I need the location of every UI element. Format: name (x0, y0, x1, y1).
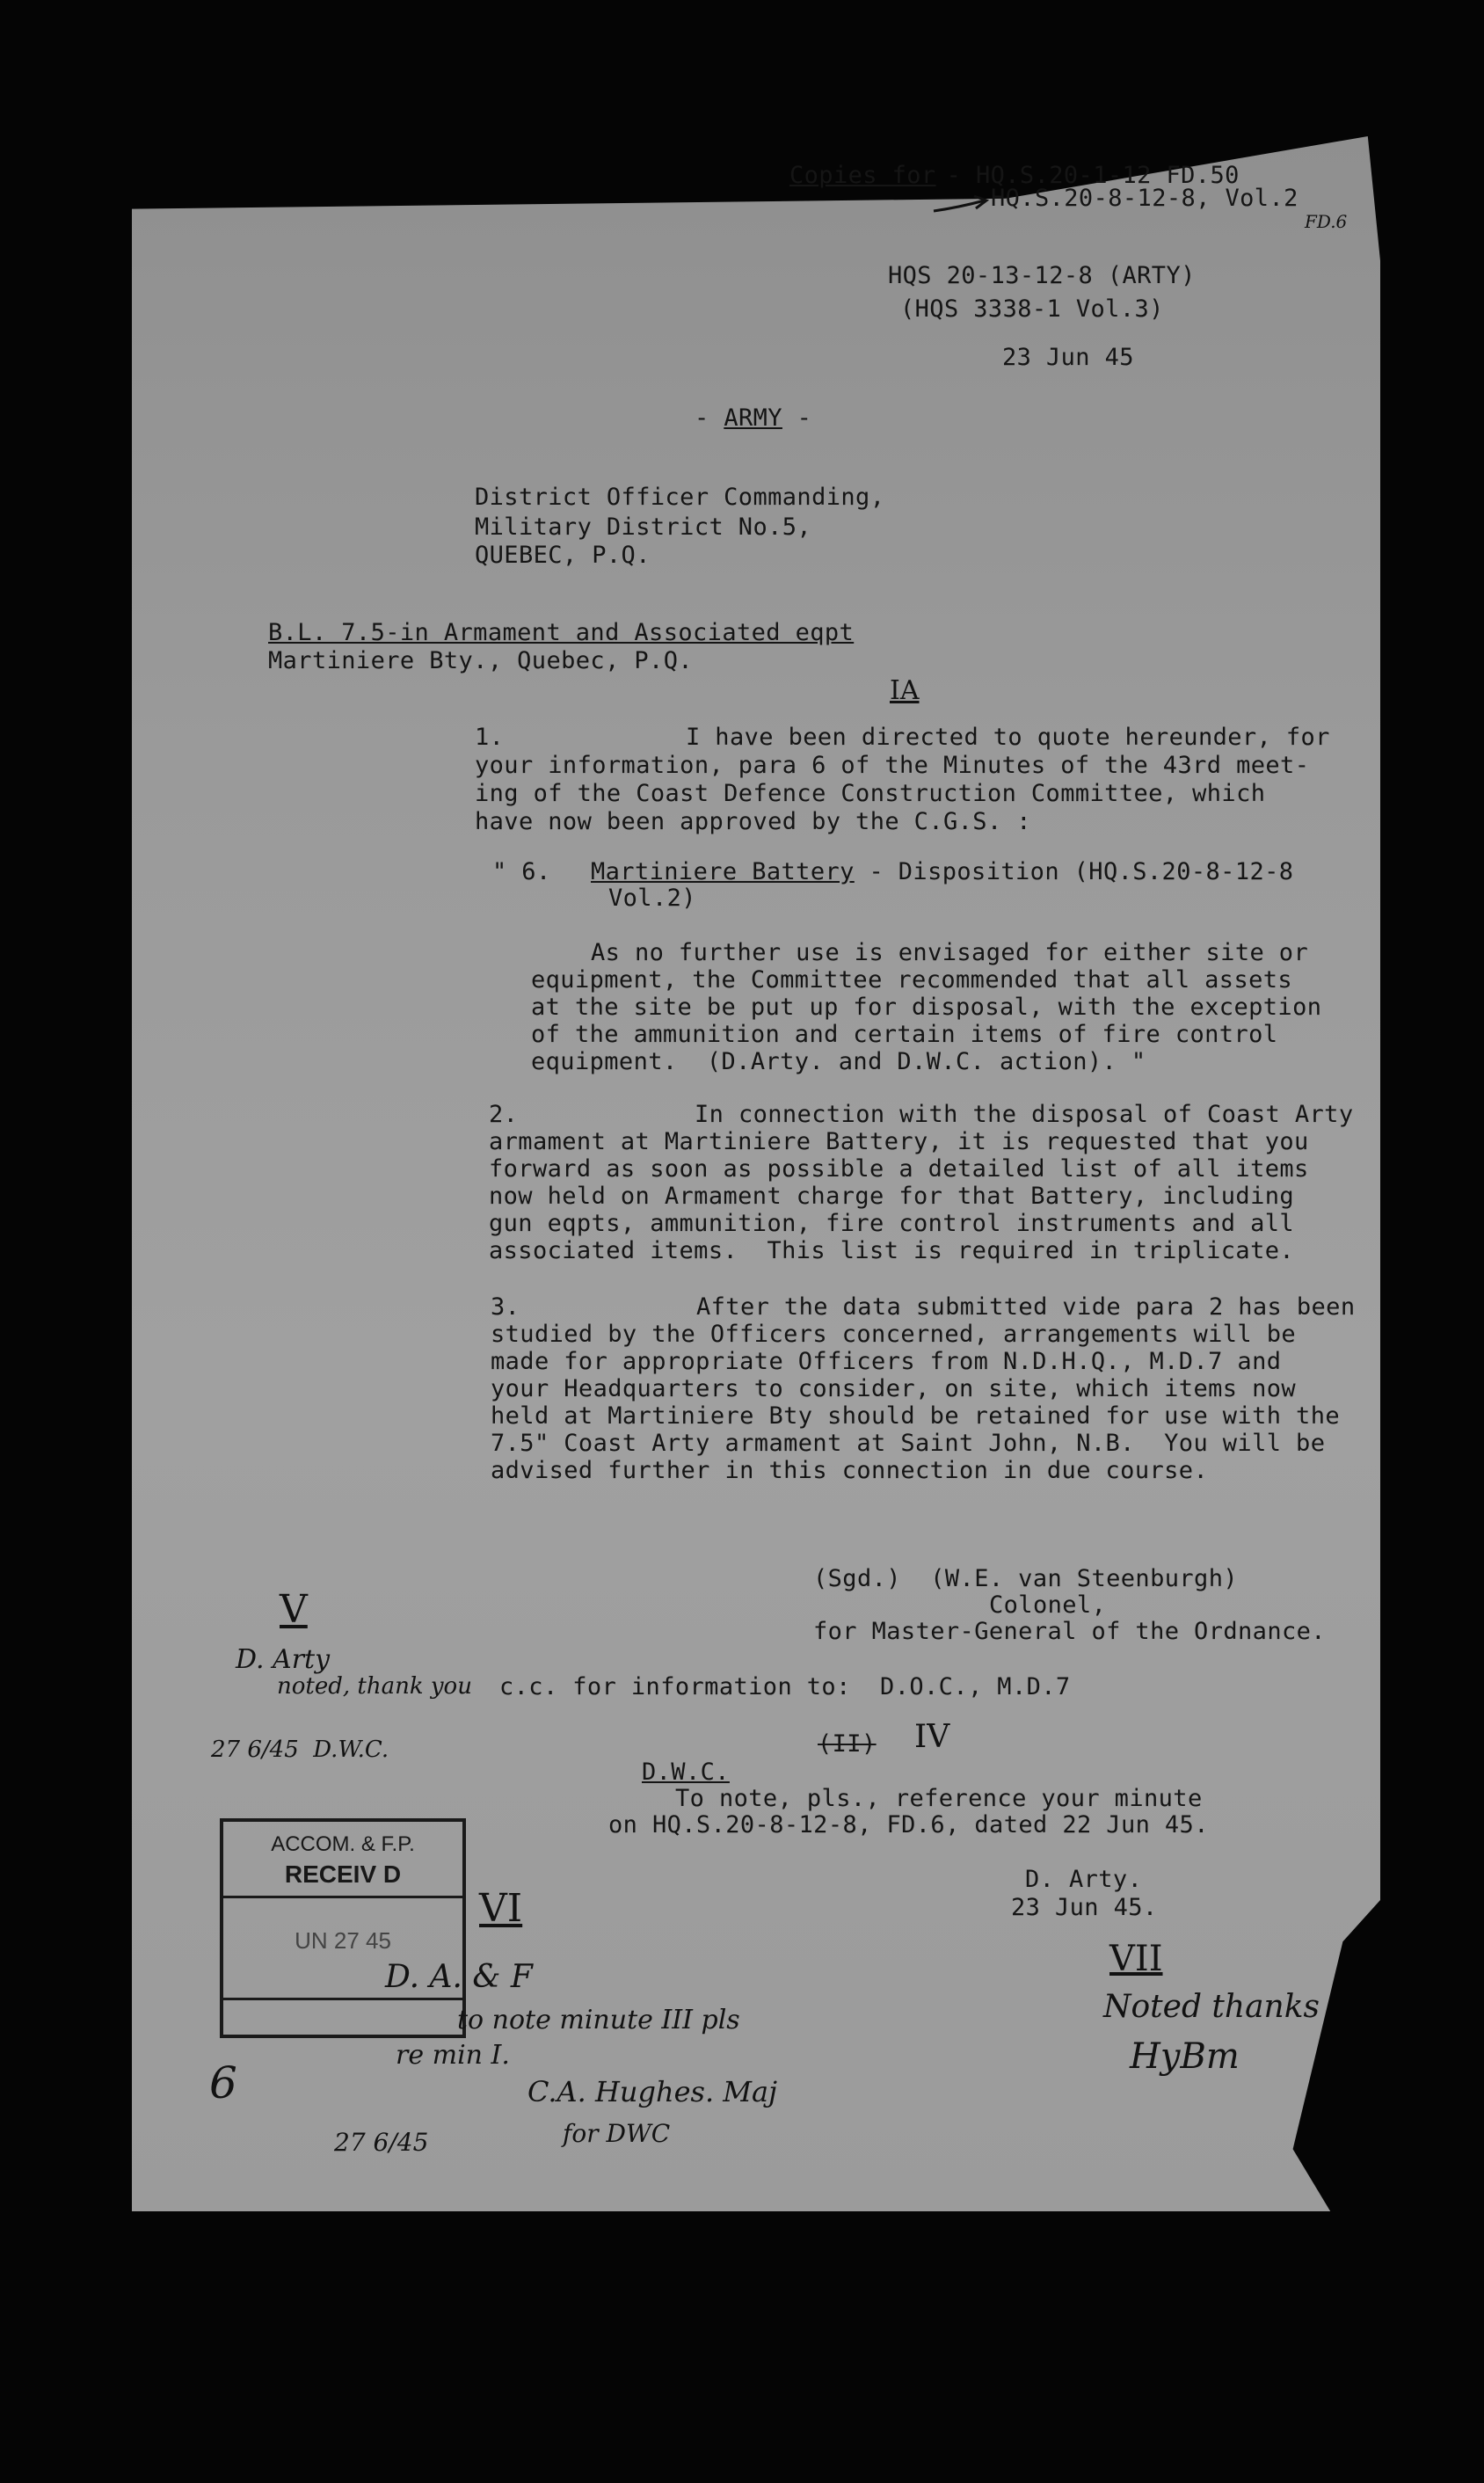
addressee-line-3: QUEBEC, P.Q. (475, 542, 651, 569)
quote-line-2: equipment, the Committee recommended that all assets (531, 966, 1293, 994)
stamp-date: UN 27 45 (295, 1927, 391, 1954)
minute-mark-6: VI (479, 1886, 523, 1931)
para3-line-4: your Headquarters to consider, on site, which items now (491, 1375, 1297, 1402)
minute-2-date: 23 Jun 45. (1011, 1894, 1158, 1921)
para3-line-7: advised further in this connection in due course. (491, 1457, 1209, 1484)
signature-line-3: for Master-General of the Ordnance. (813, 1618, 1326, 1645)
handwriting-for-dwc: for DWC (563, 2119, 671, 2148)
para3-line-3: made for appropriate Officers from N.D.H.Q., M.D.7 and (491, 1348, 1282, 1375)
handwriting-hughes: C.A. Hughes. Maj (527, 2075, 778, 2108)
para2-number: 2. (489, 1101, 519, 1128)
copies-handwritten-note: FD.6 (1305, 211, 1348, 232)
minute-2-line-1: To note, pls., reference your minute (675, 1785, 1203, 1812)
stamp-line-1: ACCOM. & F.P. (271, 1832, 415, 1856)
handwriting-noted-thanks: Noted thanks (1103, 1989, 1320, 2025)
arrow-icon (932, 192, 993, 218)
quote-line-1: As no further use is envisaged for either site or (591, 939, 1309, 966)
minute-mark-7: VII (1109, 1939, 1163, 1979)
document-date: 23 Jun 45 (1002, 344, 1134, 371)
para1-line-2: your information, para 6 of the Minutes of the 43rd meet- (475, 752, 1310, 779)
handwriting-dwc-date: 27 6/45 D.W.C. (211, 1737, 389, 1763)
handwriting-initials: HyBm (1130, 2036, 1240, 2077)
quote-title: Martiniere Battery - Disposition (HQ.S.20-8-12-8 (591, 858, 1294, 885)
minute-2-from: D. Arty. (1025, 1866, 1143, 1893)
para1-line-3: ing of the Coast Defence Construction Committee, which (475, 780, 1266, 807)
signature-line-2: Colonel, (989, 1591, 1107, 1619)
para1-number: 1. (475, 724, 505, 751)
para2-line-1: In connection with the disposal of Coast Arty (695, 1101, 1354, 1128)
para3-line-5: held at Martiniere Bty should be retained for use with the (491, 1402, 1341, 1430)
handwriting-darty: D. Arty (236, 1644, 331, 1675)
handwriting-noted: noted, thank you (277, 1673, 472, 1700)
addressee-line-1: District Officer Commanding, (475, 484, 885, 511)
copies-label: Copies for (789, 162, 936, 189)
quote-line-3: at the site be put up for disposal, with the exception (531, 994, 1322, 1021)
received-stamp (220, 1818, 466, 2038)
addressee-line-2: Military District No.5, (475, 513, 812, 541)
stamp-line-2: RECEIV D (284, 1860, 402, 1888)
copies-line-2: HQ.S.20-8-12-8, Vol.2 (991, 185, 1298, 212)
para2-line-6: associated items. This list is required in triplicate. (489, 1237, 1295, 1264)
para1-line-4: have now been approved by the C.G.S. : (475, 808, 1031, 835)
copies-line-1: - HQ.S.20-1-12 FD.50 (932, 162, 1240, 189)
minute-2-number: (II) (818, 1730, 877, 1758)
handwriting-margin-mark: 6 (209, 2057, 237, 2108)
minute-mark-5: V (280, 1587, 308, 1632)
para2-line-5: gun eqpts, ammunition, fire control instruments and all (489, 1210, 1295, 1237)
para2-line-4: now held on Armament charge for that Battery, including (489, 1183, 1295, 1210)
quote-line-5: equipment. (D.Arty. and D.W.C. action). " (531, 1048, 1146, 1075)
handwriting-re-min: re min I. (396, 2040, 510, 2071)
quote-title-line-2: Vol.2) (608, 885, 696, 912)
classification: - ARMY - (695, 404, 812, 432)
para3-number: 3. (491, 1293, 520, 1321)
handwriting-to-note: to note minute III pls (457, 2005, 740, 2035)
file-ref-1: HQS 20-13-12-8 (ARTY) (888, 262, 1196, 289)
para3-line-6: 7.5" Coast Arty armament at Saint John, N.B. You will be (491, 1430, 1326, 1457)
subject-line-1: B.L. 7.5-in Armament and Associated eqpt (268, 619, 855, 646)
minute-2-line-2: on HQ.S.20-8-12-8, FD.6, dated 22 Jun 45. (608, 1811, 1209, 1839)
quote-line-4: of the ammunition and certain items of fire control (531, 1021, 1278, 1048)
minute-mark-4: IV (914, 1719, 950, 1755)
para2-line-3: forward as soon as possible a detailed list of all items (489, 1155, 1309, 1183)
para1-line-1: I have been directed to quote hereunder, for (686, 724, 1330, 751)
cc-line: c.c. for information to: D.O.C., M.D.7 (499, 1673, 1071, 1700)
quote-number: " 6. (492, 858, 551, 885)
handwriting-date-2: 27 6/45 (334, 2128, 429, 2157)
file-ref-2: (HQS 3338-1 Vol.3) (900, 295, 1164, 323)
handwriting-df: D. A. & F (385, 1959, 533, 1995)
para3-line-1: After the data submitted vide para 2 has been (696, 1293, 1356, 1321)
subject-line-2: Martiniere Bty., Quebec, P.Q. (268, 647, 694, 674)
para3-line-2: studied by the Officers concerned, arrangements will be (491, 1321, 1297, 1348)
signature-line-1: (Sgd.) (W.E. van Steenburgh) (813, 1565, 1239, 1592)
minute-mark-1a: IA (890, 675, 920, 706)
minute-2-to: D.W.C. (642, 1758, 730, 1786)
para2-line-2: armament at Martiniere Battery, it is requested that you (489, 1128, 1309, 1155)
